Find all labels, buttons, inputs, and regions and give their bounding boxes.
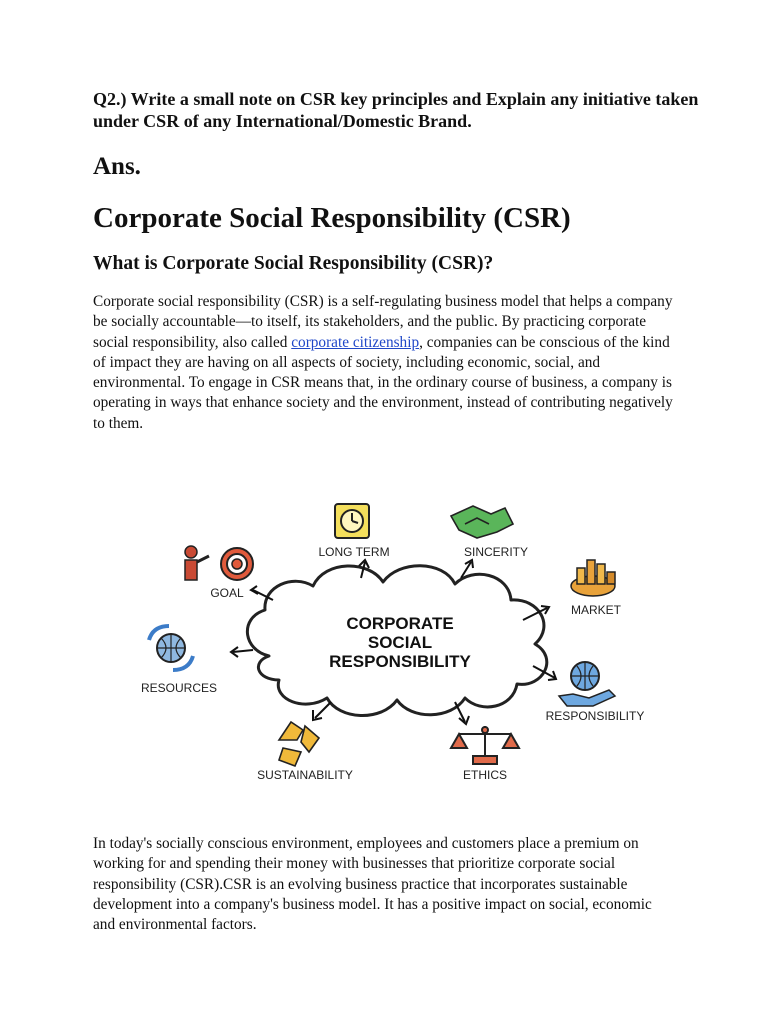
globe-hand-icon bbox=[559, 662, 615, 706]
corporate-citizenship-link[interactable]: corporate citizenship bbox=[291, 333, 420, 351]
label-goal: GOAL bbox=[210, 586, 244, 600]
page-title: Corporate Social Responsibility (CSR) bbox=[93, 202, 571, 234]
label-long-term: LONG TERM bbox=[318, 545, 390, 559]
handshake-icon bbox=[451, 506, 513, 538]
label-sustainability: SUSTAINABILITY bbox=[257, 768, 353, 782]
section-subtitle: What is Corporate Social Responsibility (CSR)? bbox=[93, 253, 494, 274]
closing-paragraph: In today's socially conscious environment, employees and customers place a premium on working for and spending their money with businesses that prioritize corporate social responsibility (CSR).CSR is an evolving business practice that incorporates sustainable development into a company's business model. It has a positive impact on social, economic and environmental factors. bbox=[93, 835, 652, 934]
intro-text-after-link: , companies can be conscious of the kind of impact they are having on all aspects of society, including economic, social, and environmental. To engage in CSR means that, in the ordinary course of business, a company is operating in ways that enhance society and the environment, instead of contributing negatively to them. bbox=[93, 333, 673, 432]
clock-icon bbox=[335, 504, 369, 538]
question-text: Q2.) Write a small note on CSR key principles and Explain any initiative taken under CSR of any International/Domestic Brand. bbox=[93, 89, 699, 131]
answer-label: Ans. bbox=[93, 153, 141, 180]
target-icon bbox=[185, 546, 253, 580]
csr-diagram bbox=[93, 490, 693, 810]
label-sincerity: SINCERITY bbox=[463, 545, 529, 559]
scales-icon bbox=[451, 726, 519, 764]
cloud-title-line-1: CORPORATE bbox=[346, 614, 454, 633]
cloud-title-line-3: RESPONSIBILITY bbox=[329, 652, 471, 671]
label-market: MARKET bbox=[570, 603, 622, 617]
intro-text-before-link: Corporate social responsibility (CSR) is a self-regulating business model that helps a company be socially accountable—to itself, its stakeholders, and the public. By practicing corporate social responsibility, also called bbox=[93, 293, 673, 351]
cloud-title-line-2: SOCIAL bbox=[367, 633, 433, 652]
recycle-icon bbox=[279, 722, 319, 766]
label-resources: RESOURCES bbox=[140, 681, 218, 695]
label-responsibility: RESPONSIBILITY bbox=[545, 709, 645, 723]
globe-recycle-icon bbox=[149, 626, 193, 670]
market-chart-icon bbox=[571, 560, 615, 596]
label-ethics: ETHICS bbox=[462, 768, 508, 782]
intro-paragraph bbox=[93, 292, 673, 434]
